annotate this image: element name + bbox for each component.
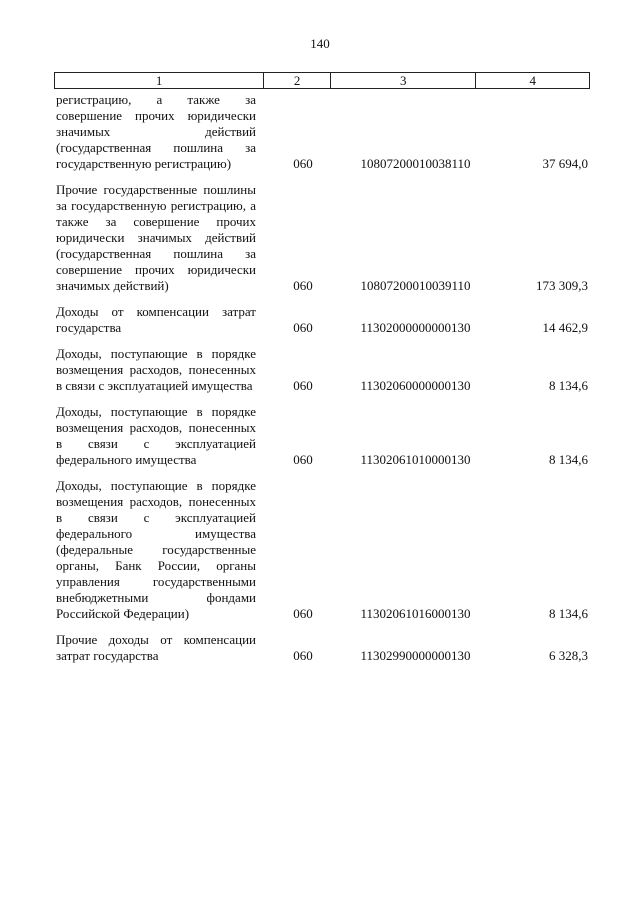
table-row	[56, 304, 590, 336]
row-admin-code: 060	[293, 648, 313, 663]
header-col-4: 4	[529, 73, 536, 88]
row-admin-code: 060	[293, 320, 313, 335]
row-amount: 173 309,3	[536, 278, 588, 293]
row-description: Доходы от компенсации затрат государства	[56, 304, 256, 335]
row-admin-code: 060	[293, 378, 313, 393]
table-row	[56, 92, 590, 172]
row-admin-code: 060	[293, 156, 313, 171]
row-amount: 8 134,6	[549, 378, 588, 393]
row-description: регистрацию, а также за совершение прочих юридически значимых действий (государственная пошлина за государственную регистрацию)	[56, 92, 256, 171]
row-amount: 6 328,3	[549, 648, 588, 663]
row-admin-code: 060	[293, 278, 313, 293]
table-body	[56, 92, 590, 664]
row-budget-code: 11302990000000130	[360, 648, 471, 663]
table-row	[56, 632, 590, 664]
table-row	[56, 478, 590, 622]
header-col-2: 2	[264, 73, 331, 88]
row-admin-code: 060	[293, 606, 313, 621]
row-budget-code: 11302061016000130	[360, 606, 471, 621]
page-number: 140	[310, 36, 330, 51]
table-row	[56, 346, 590, 394]
row-amount: 8 134,6	[549, 452, 588, 467]
row-budget-code: 11302060000000130	[360, 378, 471, 393]
header-col-1: 1	[55, 73, 264, 88]
row-budget-code: 11302000000000130	[360, 320, 471, 335]
row-budget-code: 10807200010039110	[360, 278, 471, 293]
row-budget-code: 10807200010038110	[360, 156, 471, 171]
row-amount: 37 694,0	[542, 156, 588, 171]
row-description: Доходы, поступающие в порядке возмещения расходов, понесенных в связи с эксплуатацией федерального имущества (федеральные государственные органы, Банк России, органы управления государственными внебюджетными фондами Российской Федерации)	[56, 478, 256, 621]
row-description: Доходы, поступающие в порядке возмещения расходов, понесенных в связи с эксплуатацией имущества	[56, 346, 256, 393]
row-amount: 14 462,9	[542, 320, 588, 335]
row-description: Прочие доходы от компенсации затрат государства	[56, 632, 256, 663]
table-row	[56, 404, 590, 468]
row-description: Доходы, поступающие в порядке возмещения расходов, понесенных в связи с эксплуатацией федерального имущества	[56, 404, 256, 467]
row-amount: 8 134,6	[549, 606, 588, 621]
row-description: Прочие государственные пошлины за государственную регистрацию, а также за совершение прочих юридически значимых действий (государственная пошлина за совершение прочих юридически значимых действий)	[56, 182, 256, 293]
row-admin-code: 060	[293, 452, 313, 467]
table-row	[56, 182, 590, 294]
header-col-3: 3	[331, 73, 476, 88]
row-budget-code: 11302061010000130	[360, 452, 471, 467]
table-header	[54, 72, 590, 89]
